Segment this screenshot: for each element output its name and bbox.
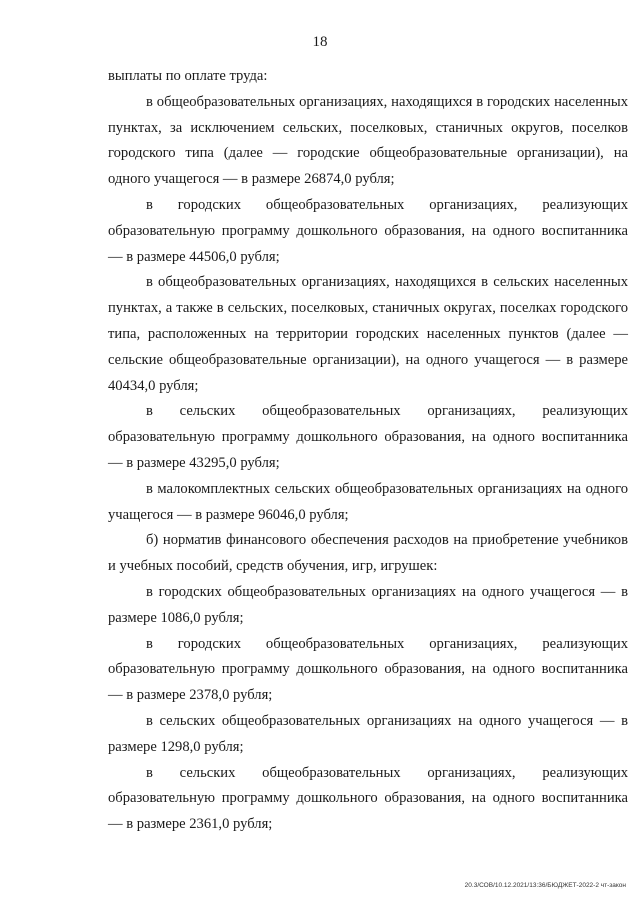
paragraph: в малокомплектных сельских общеобразовательных организациях на одного учащегося — в размере 96046,0 рубля; — [108, 480, 628, 523]
paragraph: в городских общеобразовательных организациях на одного учащегося — в размере 1086,0 рубля; — [108, 583, 628, 626]
paragraph: в сельских общеобразовательных организациях на одного учащегося — в размере 1298,0 рубля; — [108, 712, 628, 755]
paragraph: в сельских общеобразовательных организациях, реализующих образовательную программу дошкольного образования, на одного воспитанника — в размере 2361,0 рубля; — [108, 764, 628, 833]
paragraph: в общеобразовательных организациях, находящихся в сельских населенных пунктах, а также в сельских, поселковых, станичных округах, поселках городского типа, расположенных на территории городских населенных пунктов (далее — сельские общеобразовательные организации), на одного учащегося — в размере 40434,0 рубля; — [108, 274, 628, 394]
document-body — [108, 64, 628, 838]
paragraph: в сельских общеобразовательных организациях, реализующих образовательную программу дошкольного образования, на одного воспитанника — в размере 43295,0 рубля; — [108, 403, 628, 471]
paragraph: в городских общеобразовательных организациях, реализующих образовательную программу дошкольного образования, на одного воспитанника — в размере 2378,0 рубля; — [108, 635, 628, 704]
footer-reference: 20.3/СОВ/10.12.2021/13:36/БЮДЖЕТ-2022-2 чт-закон — [464, 882, 626, 889]
paragraph: б) норматив финансового обеспечения расходов на приобретение учебников и учебных пособий, средств обучения, игр, игрушек: — [108, 532, 628, 575]
paragraph: в общеобразовательных организациях, находящихся в городских населенных пунктах, за исключением сельских, поселковых, станичных округов, поселков городского типа (далее — городские общеобразовательные организации), на одного учащегося — в размере 26874,0 рубля; — [108, 93, 628, 188]
paragraph: в городских общеобразовательных организациях, реализующих образовательную программу дошкольного образования, на одного воспитанника — в размере 44506,0 рубля; — [108, 196, 628, 265]
page-number: 18 — [312, 34, 328, 50]
paragraph: выплаты по оплате труда: — [108, 68, 268, 84]
